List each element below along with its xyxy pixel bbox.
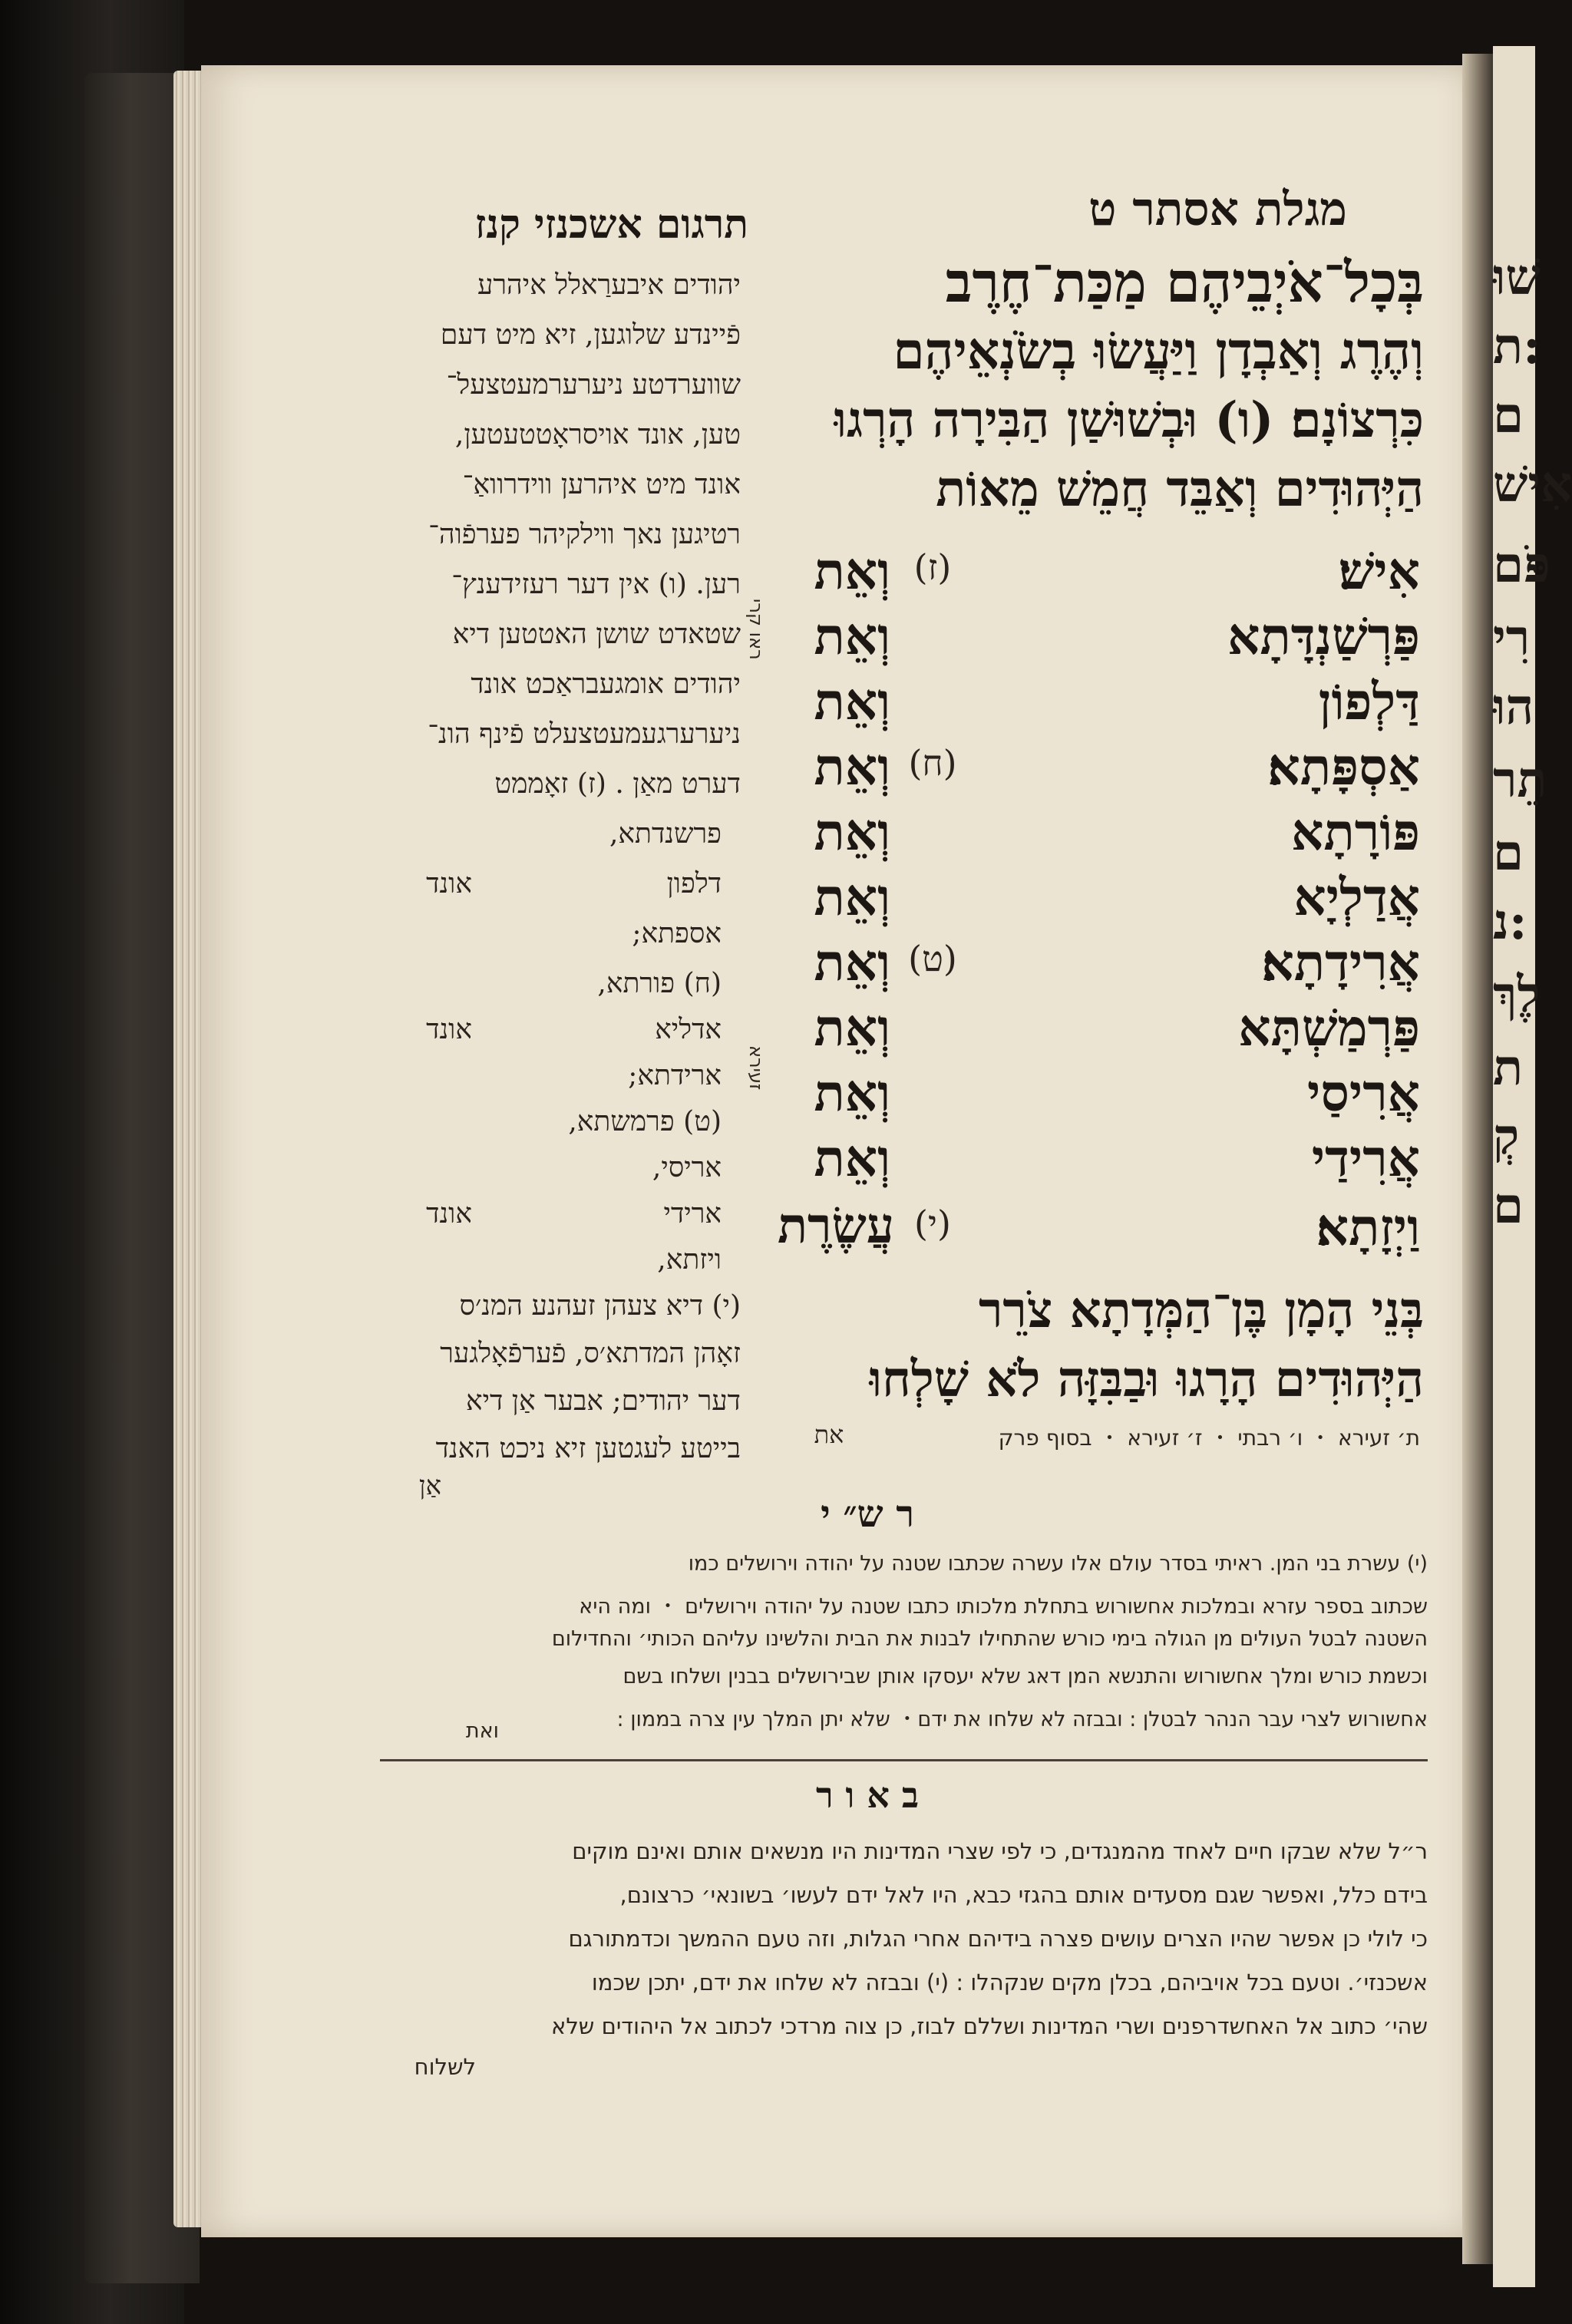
catchword: לשלוח bbox=[414, 2054, 476, 2080]
main-text-line: הַיְּהוּדִים הָרָגוּ וּבַבִּזָּה לֹא שָׁלְחוּ bbox=[869, 1351, 1424, 1408]
list-item-conj: וְאֵת bbox=[814, 867, 890, 927]
facing-page-glyph: ם bbox=[1493, 1177, 1524, 1235]
biur-heading: ב א ו ר bbox=[815, 1774, 920, 1816]
translation-conj: אונד bbox=[426, 868, 472, 900]
translation-name: דלפון bbox=[666, 868, 722, 900]
list-item-conj: וְאֵת bbox=[814, 802, 890, 862]
list-item-name: אֲרִידָתָא׃ bbox=[1261, 933, 1420, 992]
rashi-line: וכשמת כורש ומלך אחשורוש והתנשא המן דאג שלא יעסקו אותן שבירושלים בבנין ושלחו בשם bbox=[623, 1665, 1428, 1689]
translation-line: ניערערגעמעטצעלט פֿינף הונ־ bbox=[428, 718, 741, 750]
translation-line: טען, אונד אויסראָטטעטען, bbox=[454, 419, 741, 451]
list-item-marker: (ט) bbox=[908, 938, 957, 979]
translation-name: אריסי, bbox=[652, 1152, 722, 1183]
list-item-conj: וְאֵת bbox=[814, 541, 890, 601]
facing-page-glyph: אִישׁ bbox=[1493, 456, 1572, 513]
biur-line: בידם כלל, ואפשר שגם מסעדים אותם בהגזי כבא, היו לאל ידם לעשו׳ בשונאי׳ כרצונם, bbox=[619, 1882, 1428, 1908]
translation-name: (ט) פרמשתא, bbox=[568, 1106, 722, 1137]
translation-line: דער יהודים; אבער אַן דיא bbox=[466, 1385, 741, 1417]
translation-line: פֿיינדע שלוגען, זיא מיט דעם bbox=[440, 319, 741, 351]
biur-line: אשכנזי׳. וטעם בכל אויביהם, בכלן מקים שנקהלו : (י) ובבזה לא שלחו את ידם, יתכן שכמו bbox=[591, 1969, 1428, 1996]
page-title-right: מגלת אסתר ט bbox=[1088, 183, 1347, 236]
translation-name: אדליא bbox=[655, 1014, 722, 1045]
catchword: ואת bbox=[465, 1719, 499, 1743]
list-item-conj: עֲשֶׂרֶת bbox=[778, 1197, 894, 1255]
rashi-line: שכתוב בספר עזרא ובמלכות אחשורוש בתחלת מלכותו כתבו שטנה על יהודה וירושלים ・ ומה היא bbox=[579, 1595, 1428, 1619]
translation-line: אונד מיט איהרען ווידרוואַ־ bbox=[462, 469, 741, 500]
facing-page-edge bbox=[1493, 46, 1572, 2287]
facing-page-glyph: פֹּם bbox=[1493, 536, 1551, 594]
list-item-name: אַסְפָּתָא׃ bbox=[1267, 737, 1420, 797]
book-gutter bbox=[1462, 54, 1497, 2264]
list-item-marker: (ח) bbox=[908, 742, 957, 784]
facing-page-glyph: שׁוּ bbox=[1493, 249, 1541, 306]
list-item-name: פַּרְשַׁנְדָּתָא bbox=[1227, 606, 1420, 666]
facing-page-glyph: רִי bbox=[1493, 609, 1531, 667]
catchword: את bbox=[814, 1420, 844, 1449]
biur-line: ר״ל שלא שבקו חיים לאחד מהמנגדים, כי לפי שצרי המדינות היו מנשאים אותם ואינם מוקים bbox=[572, 1838, 1428, 1864]
translation-line: דערט מאַן . (ז) זאָממט bbox=[494, 768, 741, 800]
list-item-name: וַיְזָתָא׃ bbox=[1316, 1197, 1420, 1257]
catchword: אַן bbox=[418, 1471, 441, 1501]
list-item-name: פּוֹרָתָא bbox=[1291, 802, 1420, 862]
list-item-name: אֲדַלְיָא bbox=[1293, 867, 1420, 927]
facing-page-glyph: קְ bbox=[1493, 1108, 1520, 1166]
list-item-conj: וְאֵת bbox=[814, 606, 890, 666]
margin-note: ראו קרי bbox=[745, 599, 767, 660]
list-item-name: אֲרִיסַי bbox=[1307, 1063, 1420, 1123]
translation-line: זאָהן המדתא׳ס, פֿערפֿאָלגער bbox=[440, 1338, 741, 1369]
list-item-conj: וְאֵת bbox=[814, 1128, 890, 1188]
main-text-line: הַיְּהוּדִים וְאַבֵּד חֲמֵשׁ מֵאוֹת bbox=[936, 461, 1424, 518]
translation-name: ארידי bbox=[663, 1198, 722, 1230]
masoretic-note: ת׳ זעירא ・ ו׳ רבתי ・ ז׳ זעירא ・ בסוף פרק bbox=[998, 1425, 1420, 1451]
section-divider bbox=[380, 1759, 1428, 1761]
facing-page-glyph: הוּ bbox=[1493, 678, 1534, 736]
biur-line: כי לולי כן אפשר שהיו הצרים עושים פצרה בידיהם אחרי הגלות, וזה טעם ההמשך וכדמתורגם bbox=[568, 1926, 1428, 1952]
facing-page-glyph: לֶךְ bbox=[1493, 966, 1541, 1024]
translation-line: יהודים אומגעבראַכט אונד bbox=[471, 668, 741, 700]
facing-page-glyph: ם bbox=[1493, 387, 1524, 444]
page-title-left: תרגום אשכנזי קנז bbox=[474, 201, 748, 248]
biur-line: שהי׳ כתוב אל האחשדרפנים ושרי המדינות ושללם לבוז, כן צוה מרדכי לכתוב אל היהודים שלא bbox=[550, 2013, 1428, 2039]
translation-name: פרשנדתא, bbox=[609, 818, 722, 850]
main-text-line: כִּרְצוֹנָם׃ (ו) וּבְשׁוּשַׁן הַבִּירָה הָרְגוּ bbox=[834, 391, 1424, 449]
list-item-name: אִישׁ׃ bbox=[1338, 541, 1420, 601]
facing-page-glyph: ם bbox=[1493, 824, 1524, 882]
translation-line: רען. (ו) אין דער רעזידענץ־ bbox=[451, 569, 741, 600]
facing-page-glyph: תֵר bbox=[1493, 751, 1547, 809]
list-item-conj: וְאֵת bbox=[814, 998, 890, 1058]
facing-page-glyph: ת bbox=[1493, 1039, 1524, 1097]
facing-page-glyph: ת: bbox=[1493, 318, 1541, 375]
list-item-conj: וְאֵת bbox=[814, 737, 890, 797]
list-item-name: פַּרְמַשְׁתָּא bbox=[1238, 998, 1420, 1058]
list-item-marker: (ז) bbox=[913, 546, 952, 588]
margin-note: זעירא bbox=[745, 1045, 767, 1090]
translation-name: ויזתא, bbox=[657, 1244, 722, 1276]
list-item-conj: וְאֵת bbox=[814, 933, 890, 992]
main-text-line: וְהֶרֶג וְאַבְדָן וַיַּעֲשׂוּ בְשֹׂנְאֵיהֶם bbox=[893, 321, 1424, 381]
list-item-conj: וְאֵת bbox=[814, 672, 890, 731]
rashi-line: (י) עשרת בני המן. ראיתי בסדר עולם אלו עשרה שכתבו שטנה על יהודה וירושלים כמו bbox=[688, 1552, 1428, 1576]
translation-line: שווערדטע ניערערמעטצעל־ bbox=[446, 369, 741, 401]
facing-page-glyph: נ: bbox=[1493, 893, 1527, 951]
translation-name: אספתא; bbox=[632, 918, 722, 949]
translation-name: ארידתא; bbox=[628, 1060, 722, 1091]
rashi-line: אחשורוש לצרי עבר הנהר לבטלן : ובבזה לא שלחו את ידם・ שלא יתן המלך עין צרה בממון : bbox=[616, 1708, 1428, 1731]
translation-line: רטיגען נאך ווילקיהר פערפֿוה־ bbox=[428, 519, 741, 550]
translation-conj: אונד bbox=[426, 1198, 472, 1230]
translation-conj: אונד bbox=[426, 1014, 472, 1045]
translation-line: בייטע לעגטען זיא ניכט האנד bbox=[435, 1433, 741, 1464]
list-item-marker: (י) bbox=[914, 1203, 951, 1244]
list-item-conj: וְאֵת bbox=[814, 1063, 890, 1123]
translation-line: (י) דיא צעהן זעהנע המנ׳ס bbox=[459, 1290, 741, 1322]
list-item-name: דַּלְפוֹן bbox=[1318, 672, 1420, 731]
translation-name: (ח) פורתא, bbox=[597, 968, 722, 999]
translation-line: יהודים איבערַאלל איהרע bbox=[477, 269, 741, 301]
list-item-name: אֲרִידַי bbox=[1311, 1128, 1420, 1188]
rashi-line: השטנה לבטל העולים מן הגולה בימי כורש שהתחילו לבנות את הבית והלשינו עליהם הכותי׳ והחדילום bbox=[551, 1627, 1428, 1651]
main-text-line: בְּכָל־אֹיְבֵיהֶם מַכַּת־חֶרֶב bbox=[945, 249, 1424, 315]
main-text-line: בְּנֵי הָמָן בֶּן־הַמְּדָתָא צֹרֵר bbox=[978, 1282, 1424, 1339]
translation-line: שטאדט שושן האטטען דיא bbox=[452, 619, 741, 650]
rashi-heading: ר ש״ י bbox=[821, 1493, 914, 1536]
book-cover-left bbox=[0, 0, 184, 2324]
